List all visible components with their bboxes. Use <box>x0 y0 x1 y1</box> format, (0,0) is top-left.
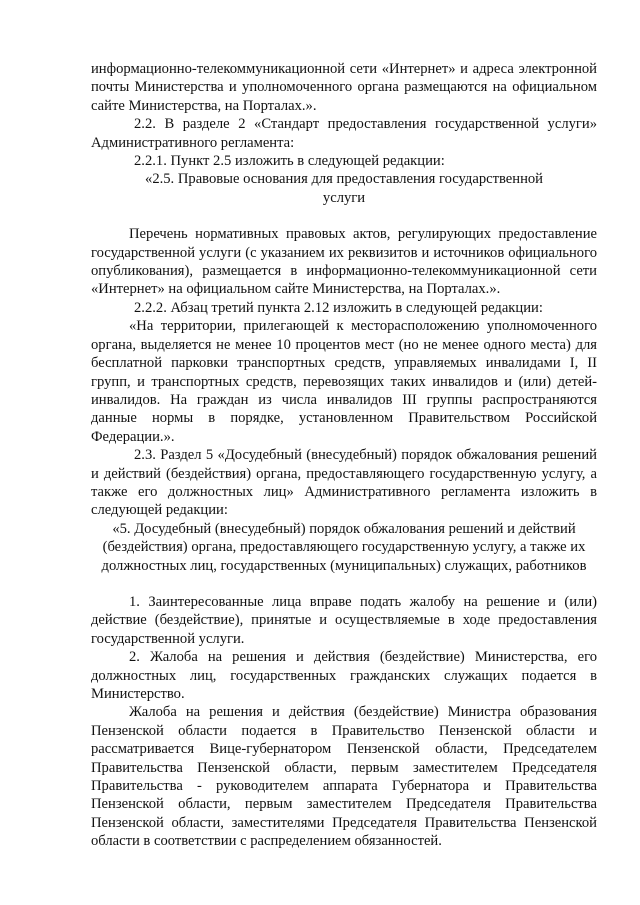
heading-section-5: «5. Досудебный (внесудебный) порядок обжалования решений и действий (бездействия) органа, предоставляющего государственную услугу, а также их должностных лиц, государственных (муниципальных) служащих, работников <box>101 520 587 574</box>
paragraph-5-2: 2. Жалоба на решения и действия (бездействие) Министерства, его должностных лиц, государственных гражданских служащих подается в Министерство. <box>91 649 597 702</box>
paragraph-minister-complaint: Жалоба на решения и действия (бездействие) Министра образования Пензенской области подается в Правительство Пензенской области и рассматривается Вице-губернатором Пензенской области, Председателем Правительства Пензенской области, первым заместителем Председателя Правительства - руководителем аппарата Губернатора и Правительства Пензенской области, первым заместителем Председателя Правительства Пензенской области, заместителями Председателя Правительства Пензенской области в соответствии с распределением обязанностей. <box>91 704 597 850</box>
paragraph-2-2-2: 2.2.2. Абзац третий пункта 2.12 изложить в следующей редакции: <box>134 299 543 316</box>
document-page <box>91 60 597 851</box>
paragraph-contacts-continuation: информационно-телекоммуникационной сети «Интернет» и адреса электронной почты Министерства и уполномоченного органа размещаются на официальном сайте Министерства, на Порталах.». <box>91 61 597 114</box>
paragraph-5-1: 1. Заинтересованные лица вправе подать жалобу на решение и (или) действие (бездействие), принятые и осуществляемые в ходе предоставления государственной услуги. <box>91 593 597 647</box>
spacer <box>91 575 597 593</box>
paragraph-2-2-1: 2.2.1. Пункт 2.5 изложить в следующей редакции: <box>134 153 445 170</box>
spacer <box>91 207 597 225</box>
heading-2-5: «2.5. Правовые основания для предоставления государственной услуги <box>145 171 543 206</box>
paragraph-2-3: 2.3. Раздел 5 «Досудебный (внесудебный) порядок обжалования решений и действий (бездействия) органа, предоставляющего государственную услугу, а также его должностных лиц» Административного регламента изложить в следующей редакции: <box>91 447 597 519</box>
paragraph-legal-acts: Перечень нормативных правовых актов, регулирующих предоставление государственной услуги (с указанием их реквизитов и источников официального опубликования), размещается в информационно-телекоммуникационной сети «Интернет» на официальном сайте Министерства, на Порталах.». <box>91 226 597 298</box>
paragraph-2-2: 2.2. В разделе 2 «Стандарт предоставления государственной услуги» Административного регламента: <box>91 116 597 151</box>
paragraph-parking: «На территории, прилегающей к месторасположению уполномоченного органа, выделяется не менее 10 процентов мест (но не менее одного места) для бесплатной парковки транспортных средств, управляемых инвалидами I, II групп, и транспортных средств, перевозящих таких инвалидов и (или) детей-инвалидов. На граждан из числа инвалидов III группы распространяются данные нормы в порядке, установленном Правительством Российской Федерации.». <box>91 318 597 445</box>
